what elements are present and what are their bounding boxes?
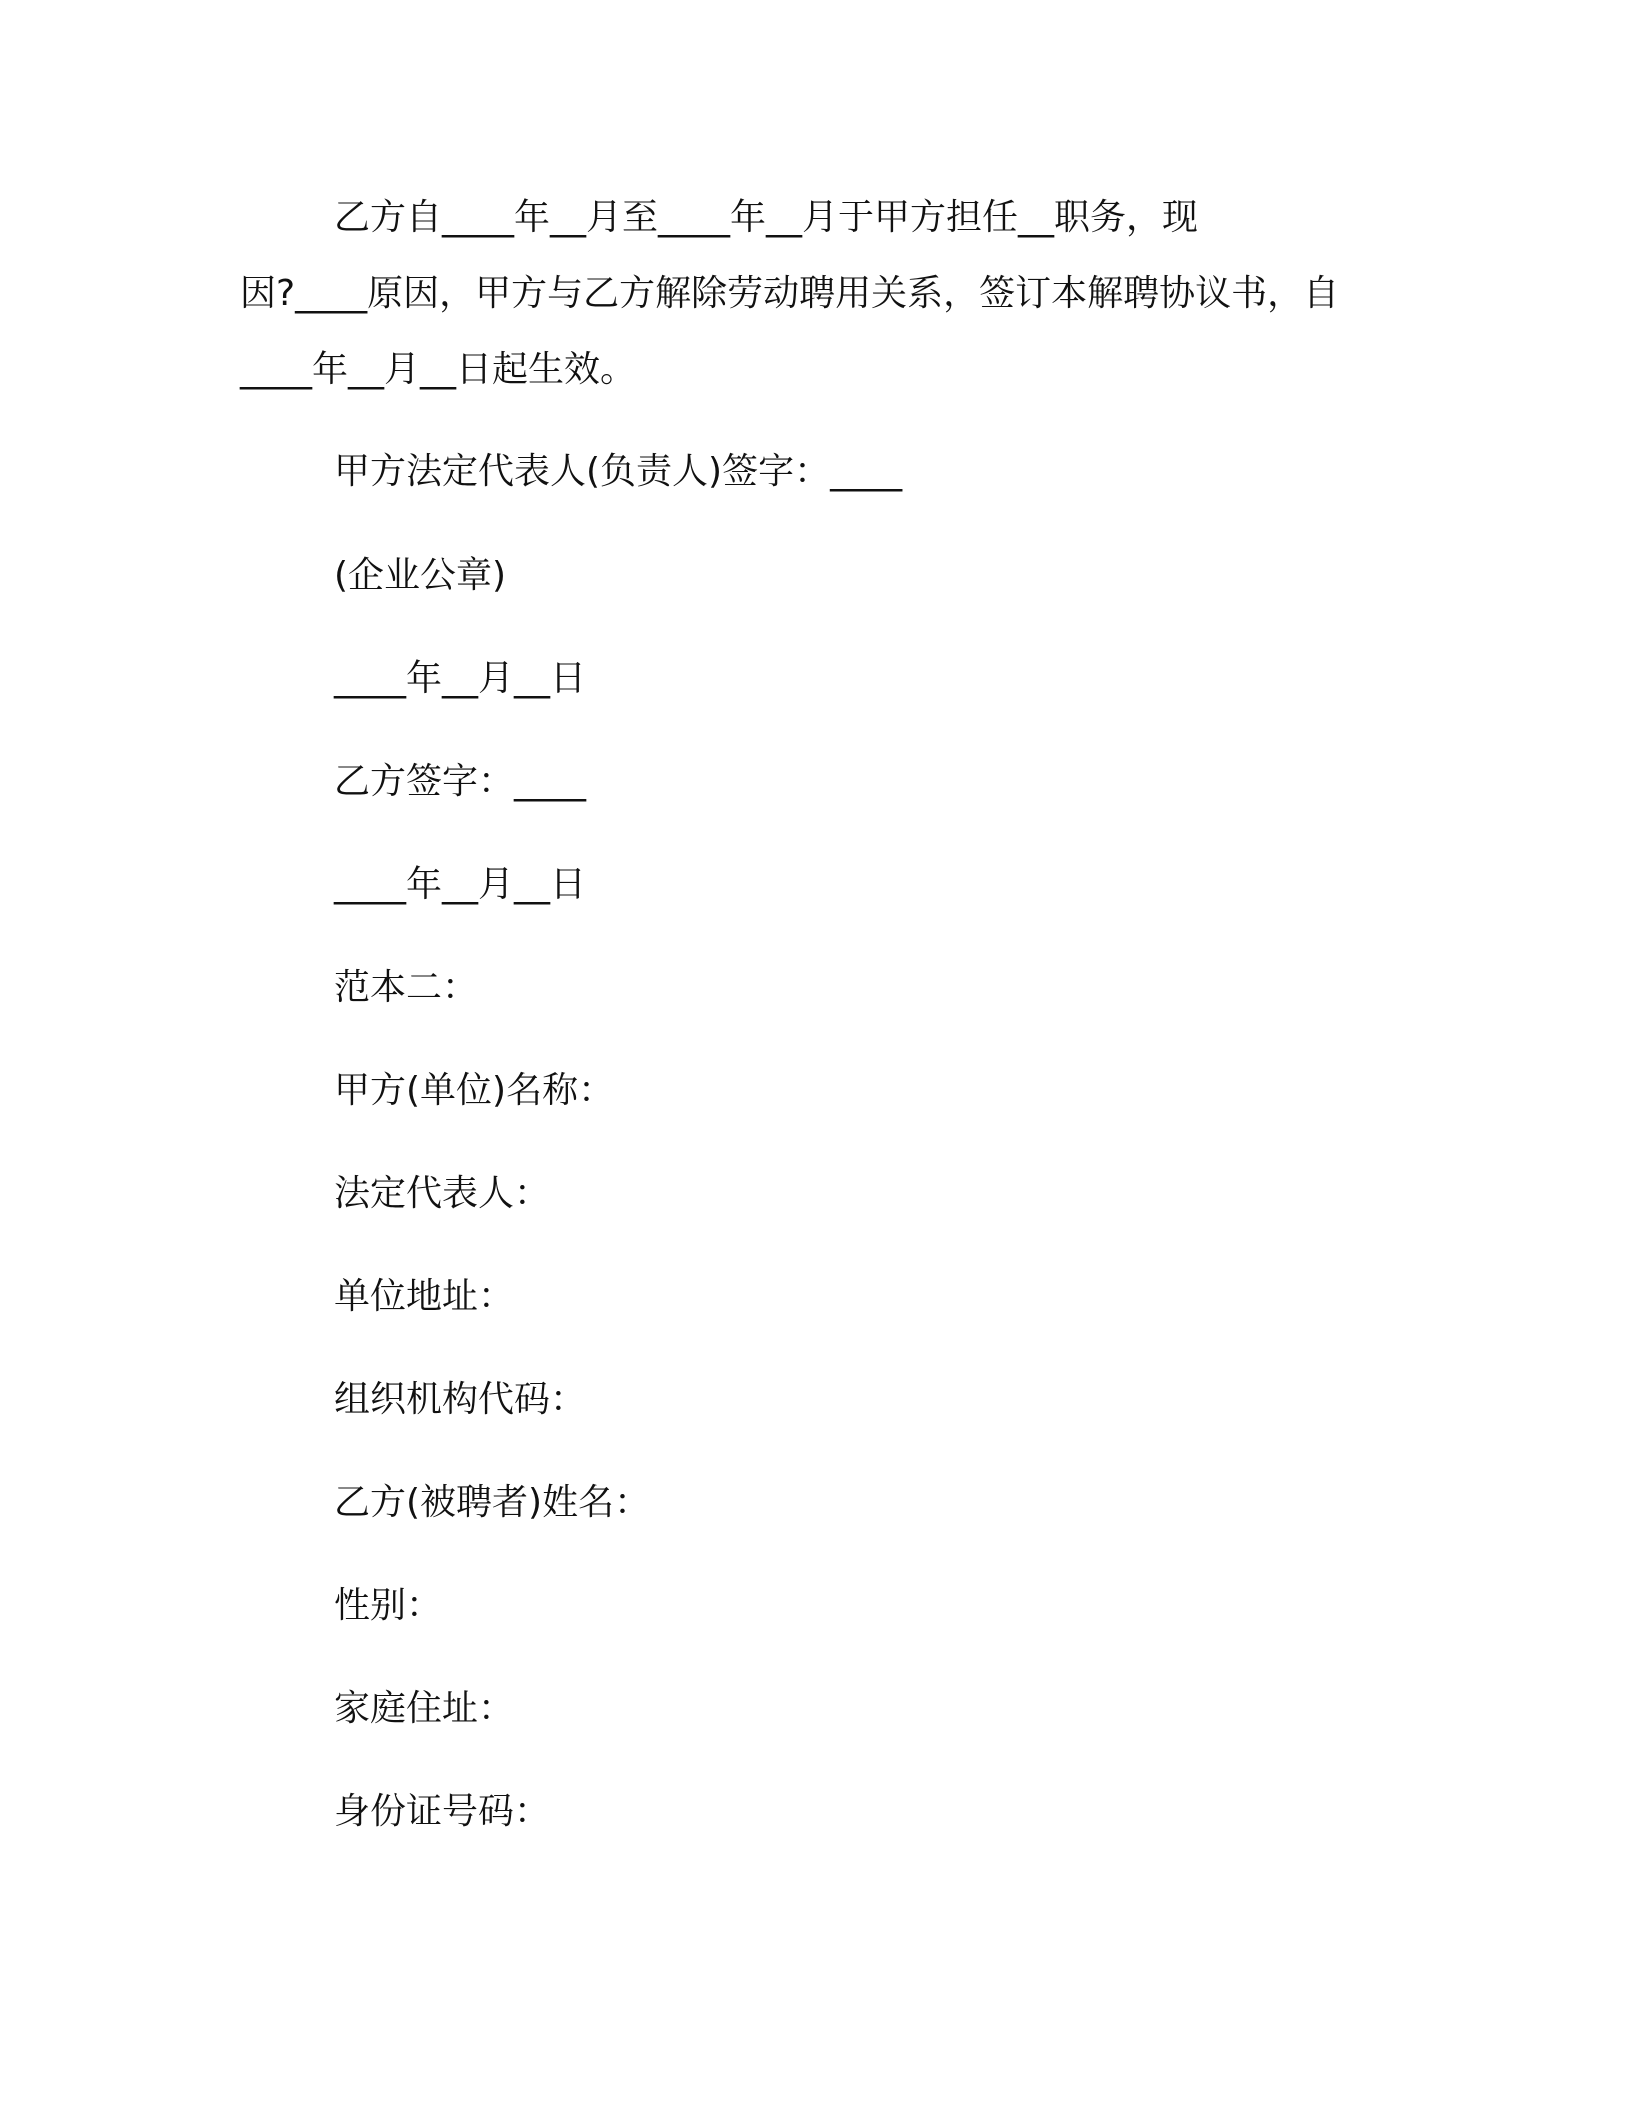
- field-employee-name: 乙方(被聘者)姓名：: [334, 1482, 651, 1523]
- paragraph-line-1: 乙方自____年__月至____年__月于甲方担任__职务，现: [334, 197, 1199, 238]
- paragraph-line-2: 因?____原因，甲方与乙方解除劳动聘用关系，签订本解聘协议书，自: [240, 273, 1340, 314]
- party-b-signature-line: 乙方签字：____: [334, 761, 587, 802]
- party-a-signature-line: 甲方法定代表人(负责人)签字：____: [334, 451, 903, 492]
- field-company-address: 单位地址：: [334, 1276, 515, 1317]
- field-id-number: 身份证号码：: [334, 1791, 551, 1832]
- field-company-name: 甲方(单位)名称：: [334, 1070, 615, 1111]
- field-organization-code: 组织机构代码：: [334, 1379, 587, 1420]
- field-gender: 性别：: [334, 1585, 443, 1626]
- party-a-date-line: ____年__月__日: [334, 658, 587, 699]
- field-home-address: 家庭住址：: [334, 1688, 515, 1729]
- company-seal-line: (企业公章): [334, 555, 507, 596]
- paragraph-line-3: ____年__月__日起生效。: [240, 349, 637, 390]
- template-two-heading: 范本二：: [334, 967, 479, 1008]
- field-legal-representative: 法定代表人：: [334, 1173, 551, 1214]
- party-b-date-line: ____年__月__日: [334, 864, 587, 905]
